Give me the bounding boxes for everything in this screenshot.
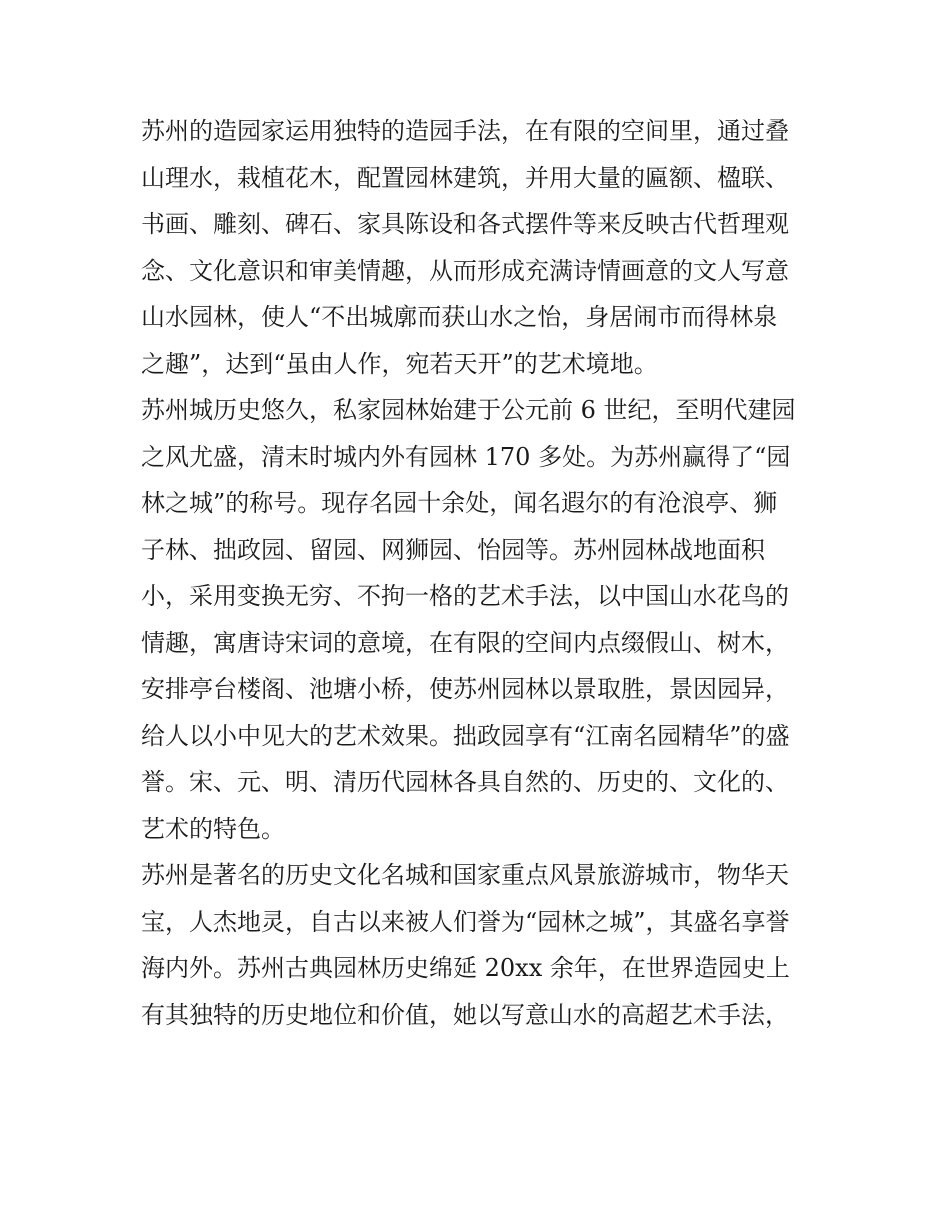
text-line: 苏州的造园家运用独特的造园手法，在有限的空间里，通过叠 [141, 117, 789, 145]
text-line: 书画、雕刻、碑石、家具陈设和各式摆件等来反映古代哲理观 [141, 210, 789, 238]
text-line: 艺术的特色。 [141, 814, 285, 843]
text-line: 小，采用变换无穷、不拘一格的艺术手法，以中国山水花鸟的 [141, 582, 789, 610]
text-line: 安排亭台楼阁、池塘小桥，使苏州园林以景取胜，景因园异， [141, 675, 789, 703]
text-line: 子林、拙政园、留园、网狮园、怡园等。苏州园林战地面积 [141, 535, 765, 564]
text-line: 苏州城历史悠久，私家园林始建于公元前 6 世纪，至明代建园 [141, 396, 796, 424]
text-line: 念、文化意识和审美情趣，从而形成充满诗情画意的文人写意 [141, 256, 789, 285]
text-line: 情趣，寓唐诗宋词的意境，在有限的空间内点缀假山、树木， [141, 628, 789, 657]
text-line: 林之城”的称号。现存名园十余处，闻名遐尔的有沧浪亭、狮 [141, 489, 778, 517]
text-line: 山理水，栽植花木，配置园林建筑，并用大量的匾额、楹联、 [141, 163, 789, 192]
text-line: 之趣”，达到“虽由人作，宛若天开”的艺术境地。 [141, 349, 658, 378]
text-line: 苏州是著名的历史文化名城和国家重点风景旅游城市，物华天 [141, 861, 789, 889]
text-line: 给人以小中见大的艺术效果。拙政园享有“江南名园精华”的盛 [141, 721, 790, 750]
text-line: 有其独特的历史地位和价值，她以写意山水的高超艺术手法， [141, 1000, 789, 1029]
text-line: 誉。宋、元、明、清历代园林各具自然的、历史的、文化的、 [141, 768, 789, 796]
text-line: 之风尤盛，清末时城内外有园林 170 多处。为苏州赢得了“园 [141, 442, 791, 471]
body-text [141, 108, 811, 1038]
text-line: 宝，人杰地灵，自古以来被人们誉为“园林之城”，其盛名享誉 [141, 907, 790, 936]
text-line: 山水园林，使人“不出城廓而获山水之怡，身居闹市而得林泉 [141, 303, 778, 331]
text-line: 海内外。苏州古典园林历史绵延 20xx 余年，在世界造园史上 [141, 954, 790, 982]
